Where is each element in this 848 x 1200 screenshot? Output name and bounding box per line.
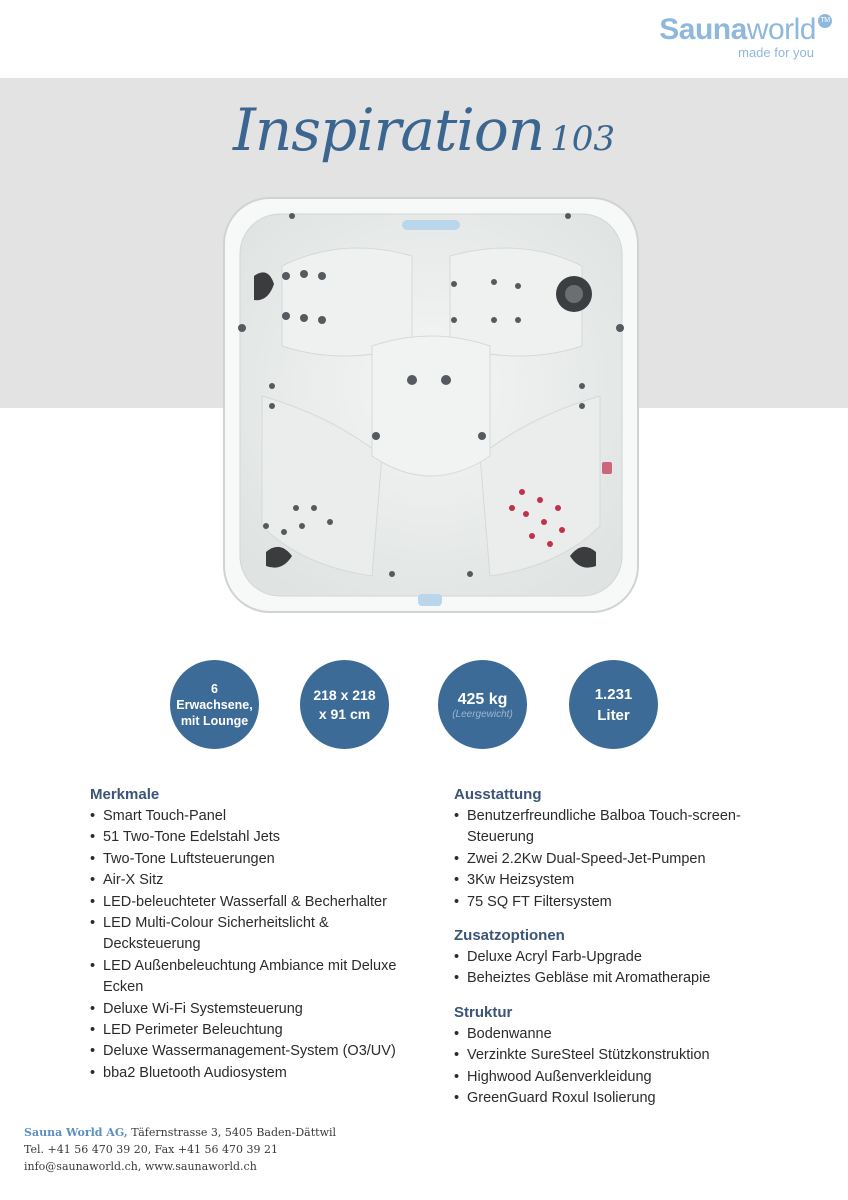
list-item: • LED-beleuchteter Wasserfall & Becherhalter (90, 892, 430, 913)
struktur-heading: Struktur (454, 1003, 513, 1021)
list-item: • LED Multi-Colour Sicherheitslicht & Decksteuerung (90, 913, 430, 956)
merkmale-heading: Merkmale (90, 786, 160, 803)
struktur-section (454, 1004, 794, 1110)
dimensions-badge: 218 x 218 x 91 cm (300, 660, 389, 749)
list-item: • 51 Two-Tone Edelstahl Jets (90, 827, 430, 848)
company-footer (24, 1124, 336, 1175)
list-item: • bba2 Bluetooth Audiosystem (90, 1063, 430, 1084)
ausstattung-list (454, 806, 794, 913)
list-item: • Beheiztes Gebläse mit Aromatherapie (454, 968, 794, 989)
weight-badge: 425 kg (Leergewicht) (438, 660, 527, 749)
product-number: 103 (550, 119, 616, 159)
product-title (0, 96, 848, 164)
list-item: • GreenGuard Roxul Isolierung (454, 1088, 794, 1109)
list-item: • Two-Tone Luftsteuerungen (90, 849, 430, 870)
merkmale-list (90, 806, 430, 1084)
equipment-column (454, 786, 794, 1123)
saunaworld-logo (659, 14, 832, 60)
product-name: Inspiration (232, 96, 545, 164)
list-item: • Bodenwanne (454, 1024, 794, 1045)
trademark-badge: TM (818, 14, 832, 28)
volume-badge: 1.231 Liter (569, 660, 658, 749)
merkmale-section (90, 786, 430, 1084)
list-item: • Highwood Außenverkleidung (454, 1067, 794, 1088)
footer-phone: Tel. +41 56 470 39 20, Fax +41 56 470 39 21 (24, 1143, 279, 1156)
footer-company: Sauna World AG, (24, 1126, 128, 1139)
logo-wordmark: Saunaworld TM (659, 14, 832, 46)
list-item: • Deluxe Wassermanagement-System (O3/UV) (90, 1041, 430, 1062)
footer-address: Täfernstrasse 3, 5405 Baden-Dättwil (131, 1126, 337, 1139)
list-item: • Smart Touch-Panel (90, 806, 430, 827)
spec-badges (0, 660, 848, 750)
logo-tagline: made for you (738, 45, 814, 60)
ausstattung-heading: Ausstattung (454, 786, 542, 803)
zusatzoptionen-list (454, 947, 794, 990)
hot-tub-image (222, 196, 640, 614)
list-item: • LED Perimeter Beleuchtung (90, 1020, 430, 1041)
list-item: • LED Außenbeleuchtung Ambiance mit Deluxe Ecken (90, 956, 430, 999)
list-item: • Deluxe Wi-Fi Systemsteuerung (90, 999, 430, 1020)
zusatzoptionen-heading: Zusatzoptionen (454, 927, 565, 945)
footer-address-line (24, 1124, 336, 1141)
list-item: • Air-X Sitz (90, 870, 430, 891)
list-item: • 3Kw Heizsystem (454, 870, 794, 891)
zusatzoptionen-section (454, 927, 794, 990)
ausstattung-section (454, 786, 794, 913)
capacity-badge: 6 Erwachsene, mit Lounge (170, 660, 259, 749)
features-column (90, 786, 430, 1098)
struktur-list (454, 1024, 794, 1110)
list-item: • Verzinkte SureSteel Stützkonstruktion (454, 1045, 794, 1066)
list-item: • Benutzerfreundliche Balboa Touch-screen-Steuerung (454, 806, 794, 849)
footer-web: info@saunaworld.ch, www.saunaworld.ch (24, 1160, 257, 1173)
list-item: • Zwei 2.2Kw Dual-Speed-Jet-Pumpen (454, 849, 794, 870)
list-item: • Deluxe Acryl Farb-Upgrade (454, 947, 794, 968)
list-item: • 75 SQ FT Filtersystem (454, 892, 794, 913)
